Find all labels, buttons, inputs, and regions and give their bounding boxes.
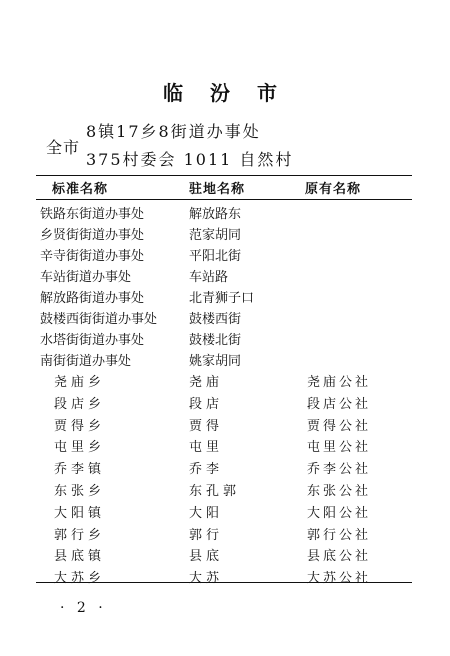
standard-name-cell: 大苏乡 [54,571,106,587]
header-standard-name: 标准名称 [52,182,109,197]
standard-name-cell: 尧庙乡 [54,375,106,390]
former-name-cell: 东张公社 [307,483,372,499]
table-row [0,548,450,570]
standard-name-cell: 东张乡 [54,483,106,499]
former-name-cell: 县底公社 [307,549,372,565]
seat-name-cell: 车站路 [189,270,229,285]
seat-name-cell: 解放路东 [189,207,242,222]
table-row [0,269,450,290]
standard-name-cell: 鼓楼西街街道办事处 [40,312,158,327]
seat-name-cell: 郭行 [189,527,224,543]
seat-name-cell: 贾得 [189,418,224,434]
table-row [0,505,450,527]
table-row [0,439,450,461]
seat-name-cell: 屯里 [189,440,224,456]
table-row [0,461,450,483]
page-number: · 2 · [60,600,107,616]
seat-name-cell: 段店 [189,396,224,412]
standard-name-cell: 段店乡 [54,396,106,412]
standard-name-cell: 大阳镇 [54,505,106,521]
standard-name-cell: 县底镇 [54,549,106,565]
standard-name-cell: 贾得乡 [54,418,106,434]
standard-name-cell: 辛寺街街道办事处 [40,249,145,264]
summary-label: 全市 [46,138,81,157]
standard-name-cell: 乔李镇 [54,462,106,478]
table-row [0,248,450,269]
seat-name-cell: 乔李 [189,462,224,478]
table-body [0,206,450,592]
table-row [0,353,450,374]
standard-name-cell: 铁路东街道办事处 [40,207,145,222]
table-row [0,332,450,353]
seat-name-cell: 鼓楼西街 [189,312,242,327]
former-name-cell: 乔李公社 [307,462,372,478]
table-row [0,311,450,332]
former-name-cell: 尧庙公社 [307,375,372,390]
seat-name-cell: 范家胡同 [189,228,242,243]
seat-name-cell: 鼓楼北街 [189,333,242,348]
standard-name-cell: 屯里乡 [54,440,106,456]
seat-name-cell: 大苏 [189,571,224,587]
seat-name-cell: 县底 [189,549,224,565]
seat-name-cell: 平阳北街 [189,249,242,264]
table-bottom-rule [36,582,412,583]
seat-name-cell: 尧庙 [189,375,224,390]
summary-line-2: 375村委会 1011 自然村 [86,150,294,169]
seat-name-cell: 姚家胡同 [189,354,242,369]
table-row [0,206,450,227]
standard-name-cell: 解放路街道办事处 [40,291,145,306]
former-name-cell: 郭行公社 [307,527,372,543]
header-former-name: 原有名称 [305,182,362,197]
table-row [0,227,450,248]
seat-name-cell: 北青狮子口 [189,291,255,306]
table-row [0,527,450,549]
table-row [0,483,450,505]
table-row [0,396,450,418]
seat-name-cell: 东孔郭 [189,483,241,499]
table-header-rule [36,199,412,200]
standard-name-cell: 水塔街街道办事处 [40,333,145,348]
table-row [0,374,450,396]
page-title: 临 汾 市 [163,81,287,105]
former-name-cell: 大阳公社 [307,505,372,521]
header-seat-name: 驻地名称 [189,182,246,197]
seat-name-cell: 大阳 [189,505,224,521]
standard-name-cell: 郭行乡 [54,527,106,543]
former-name-cell: 大苏公社 [307,571,372,587]
table-row [0,290,450,311]
former-name-cell: 贾得公社 [307,418,372,434]
standard-name-cell: 乡贤街街道办事处 [40,228,145,243]
standard-name-cell: 车站街道办事处 [40,270,132,285]
table-top-rule [36,175,412,176]
table-row [0,418,450,440]
former-name-cell: 段店公社 [307,396,372,412]
former-name-cell: 屯里公社 [307,440,372,456]
standard-name-cell: 南街街道办事处 [40,354,132,369]
summary-line-1: 8镇17乡8街道办事处 [86,122,261,141]
